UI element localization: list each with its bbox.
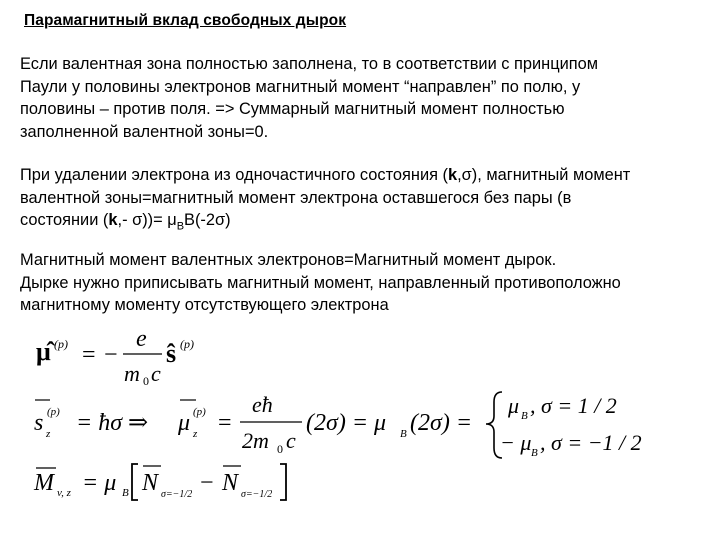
subscript-z: z (193, 428, 198, 440)
subscript: B (176, 220, 185, 233)
equation-spin-moment (30, 386, 690, 469)
subscript-sigma: σ=−1/2 (161, 489, 193, 500)
text-line (20, 164, 710, 187)
text-fragment: ,σ), магнитный момент (457, 166, 631, 184)
left-bracket (132, 464, 138, 500)
equals-sign: = (218, 410, 232, 436)
denominator-c: c (286, 428, 296, 453)
paragraph-electron-removal (20, 164, 710, 238)
slide-title: Парамагнитный вклад свободных дырок (24, 12, 347, 29)
superscript-p: (p) (180, 337, 194, 351)
equation-1-graphic (30, 326, 230, 388)
text-fragment: При удалении электрона из одночастичного состояния ( (20, 166, 448, 184)
minus-sign: − (200, 470, 214, 496)
superscript-p: (p) (47, 406, 60, 418)
subscript-z: z (46, 428, 51, 440)
subscript-vz: v, z (57, 487, 71, 499)
equation-3-graphic (30, 460, 350, 504)
equals-mu: = μ (82, 470, 117, 496)
numerator-e: e (136, 326, 147, 352)
subscript-sigma: σ=−1/2 (241, 489, 273, 500)
case-negative-sigma: , σ = −1 / 2 (540, 430, 642, 455)
text-fragment: ,- σ))= μ (117, 211, 177, 229)
numerator-e-hbar: eħ (252, 392, 273, 417)
text-line: Магнитный момент валентных электронов=Магнитный момент дырок. (20, 251, 557, 269)
mu-symbol: μ (178, 410, 191, 436)
superscript-p: (p) (193, 406, 206, 418)
text-line: половины – против поля. => Суммарный магнитный момент полностью (20, 100, 565, 118)
N-symbol: N (222, 470, 239, 496)
s-hat-symbol: ŝ (166, 339, 177, 368)
text-line (20, 209, 710, 238)
mu-hat-symbol: μ̂ (36, 337, 51, 366)
N-symbol: N (142, 470, 159, 496)
subscript-B: B (400, 428, 407, 440)
text-line: магнитному моменту отсутствующего электрона (20, 296, 389, 314)
minus-sign: − (104, 342, 118, 368)
text-fragment: состоянии ( (20, 211, 109, 229)
equals-sign: = (82, 342, 96, 368)
case-negative-mu: − μ (500, 430, 532, 455)
superscript-p: (p) (54, 337, 68, 351)
right-bracket (280, 464, 286, 500)
denominator-c: c (151, 361, 161, 386)
text-line: валентной зоны=магнитный момент электрона оставшегося без пары (в (20, 188, 572, 207)
two-sigma-mu: (2σ) = μ (306, 410, 387, 436)
text-line: заполненной валентной зоны=0. (20, 122, 269, 141)
subscript-B: B (122, 487, 129, 499)
hbar-sigma-implies: = ħσ ⇒ (76, 410, 149, 436)
text-line: Паули у половины электронов магнитный момент “направлен” по полю, у (20, 77, 581, 96)
denominator-2m: 2m (242, 428, 269, 453)
two-sigma-equals: (2σ) = (410, 410, 473, 436)
equation-2-graphic (30, 386, 690, 464)
case-positive-sigma: , σ = 1 / 2 (530, 393, 617, 418)
case-positive-mu: μ (508, 393, 520, 418)
equation-total-moment (30, 460, 350, 509)
subscript-0: 0 (277, 442, 283, 456)
subscript-B: B (531, 447, 538, 459)
equation-hole-moment (30, 326, 230, 393)
text-line: Дырке нужно приписывать магнитный момент, направленный противоположно (20, 273, 621, 292)
s-symbol: s (34, 410, 44, 436)
subscript-B: B (521, 410, 528, 422)
paragraph-filled-band (20, 53, 710, 143)
paragraph-hole-moment (20, 249, 710, 317)
k-vector: k (108, 211, 118, 229)
M-symbol: M (34, 470, 54, 496)
denominator-m: m (124, 361, 140, 386)
text-line: Если валентная зона полностью заполнена, то в соответствии с принципом (20, 55, 599, 73)
text-fragment: B(-2σ) (184, 211, 231, 229)
k-vector: k (448, 166, 458, 184)
subscript-0: 0 (143, 374, 149, 388)
